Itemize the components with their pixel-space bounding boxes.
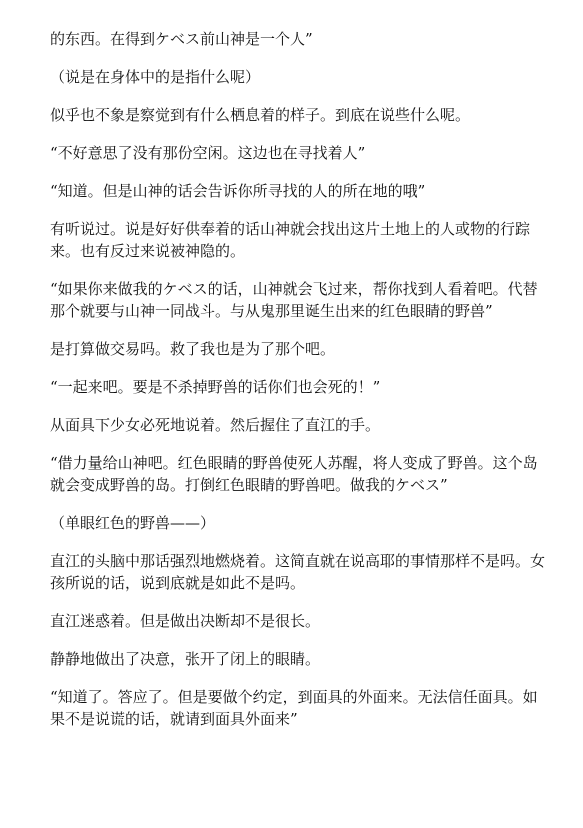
paragraph-11: “借力量给山神吧。红色眼睛的野兽使死人苏醒，将人变成了野兽。这个岛就会变成野兽的岛。打倒红色眼睛的野兽吧。做我的ケベス” — [50, 454, 538, 494]
document-body — [50, 28, 550, 746]
paragraph-3: 似乎也不象是察觉到有什么栖息着的样子。到底在说些什么呢。 — [50, 106, 471, 124]
paragraph-16: “知道了。答应了。但是要做个约定，到面具的外面来。无法信任面具。如果不是说谎的话，就请到面具外面来” — [50, 688, 538, 728]
paragraph-7: “如果你来做我的ケベス的话，山神就会飞过来，帮你找到人看着吧。代替那个就要与山神一同战斗。与从鬼那里诞生出来的红色眼睛的野兽” — [50, 280, 538, 320]
paragraph-14: 直江迷惑着。但是做出决断却不是很长。 — [50, 612, 321, 630]
paragraph-10: 从面具下少女必死地说着。然后握住了直江的手。 — [50, 416, 381, 434]
paragraph-8: 是打算做交易吗。救了我也是为了那个吧。 — [50, 340, 336, 358]
paragraph-6: 有听说过。说是好好供奉着的话山神就会找出这片土地上的人或物的行踪来。也有反过来说被神隐的。 — [50, 220, 531, 260]
paragraph-5: “知道。但是山神的话会告诉你所寻找的人的所在地的哦” — [50, 182, 426, 200]
paragraph-2: （说是在身体中的是指什么呢） — [50, 68, 261, 86]
paragraph-12: （单眼红色的野兽——） — [50, 514, 216, 532]
paragraph-1: 的东西。在得到ケベス前山神是一个人” — [50, 30, 313, 48]
paragraph-9: “一起来吧。要是不杀掉野兽的话你们也会死的！” — [50, 378, 381, 396]
paragraph-15: 静静地做出了决意，张开了闭上的眼睛。 — [50, 650, 321, 668]
paragraph-13: 直江的头脑中那话强烈地燃烧着。这简直就在说高耶的事情那样不是吗。女孩所说的话，说到底就是如此不是吗。 — [50, 552, 546, 592]
paragraph-4: “不好意思了没有那份空闲。这边也在寻找着人” — [50, 144, 366, 162]
